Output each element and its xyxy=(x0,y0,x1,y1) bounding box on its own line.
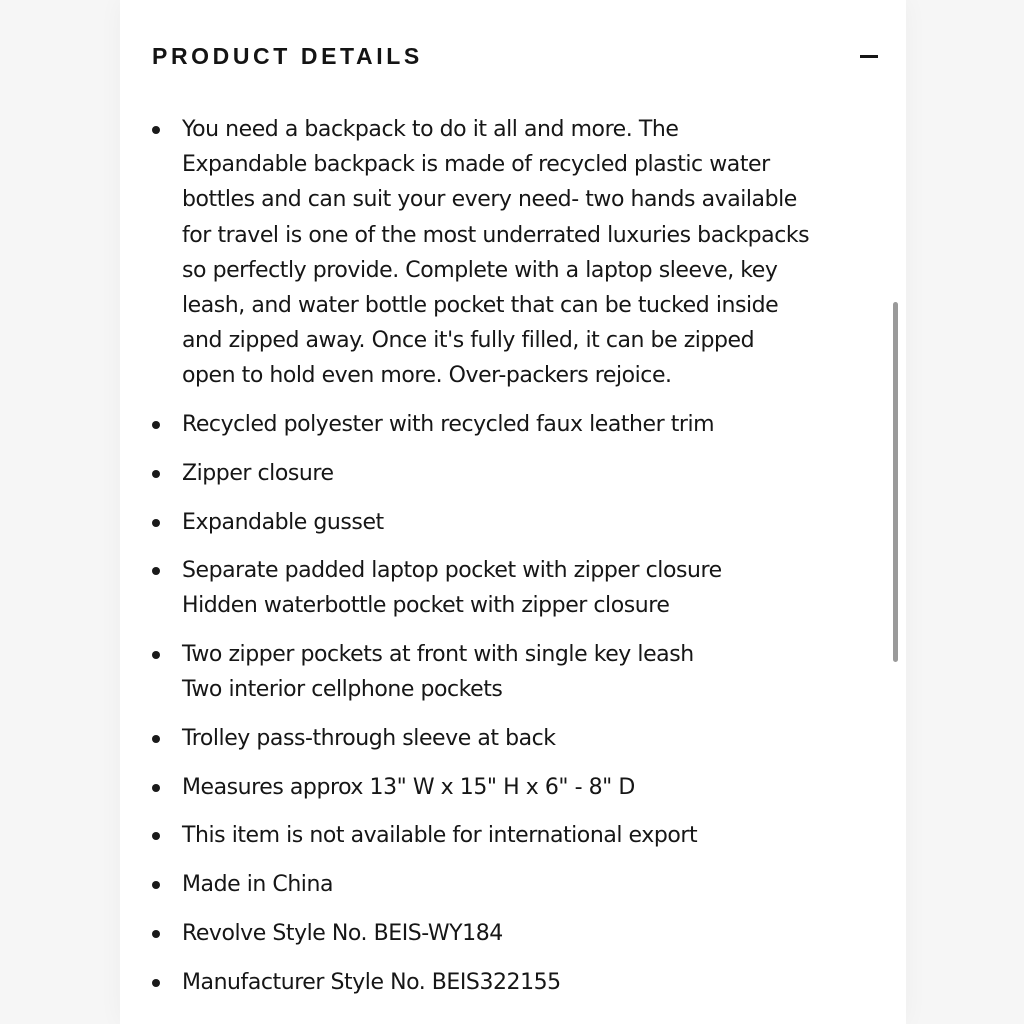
detail-item xyxy=(150,553,880,623)
detail-text-line: Separate padded laptop pocket with zipper closure xyxy=(182,558,722,584)
bullet-icon xyxy=(152,519,160,527)
detail-text-line: Manufacturer Style No. BEIS322155 xyxy=(182,969,561,995)
detail-text-line: so perfectly provide. Complete with a laptop sleeve, key xyxy=(182,257,778,283)
detail-item xyxy=(150,916,880,951)
detail-item xyxy=(150,721,880,756)
detail-text-line: You need a backpack to do it all and more. The xyxy=(182,117,679,142)
bullet-icon xyxy=(152,421,160,429)
detail-item xyxy=(150,112,880,394)
minus-icon[interactable] xyxy=(858,44,882,68)
detail-text-line: Made in China xyxy=(182,872,333,898)
minus-bar xyxy=(860,55,878,58)
detail-text-line: Hidden waterbottle pocket with zipper closure xyxy=(182,593,670,619)
detail-item xyxy=(150,965,880,1000)
bullet-icon xyxy=(152,979,160,987)
detail-text-line: Expandable gusset xyxy=(182,509,384,535)
detail-text-line: Two interior cellphone pockets xyxy=(182,677,503,703)
detail-item xyxy=(150,407,880,442)
bullet-icon xyxy=(152,881,160,889)
bullet-icon xyxy=(152,651,160,659)
bullet-icon xyxy=(152,126,160,134)
detail-item xyxy=(150,770,880,805)
detail-text-line: Recycled polyester with recycled faux leather trim xyxy=(182,412,715,438)
bullet-icon xyxy=(152,735,160,743)
detail-text-line: leash, and water bottle pocket that can be tucked inside xyxy=(182,293,779,319)
detail-text-line: This item is not available for international export xyxy=(182,823,698,849)
detail-item xyxy=(150,637,880,707)
detail-text-line: Trolley pass-through sleeve at back xyxy=(182,726,556,752)
detail-item xyxy=(150,456,880,491)
scrollbar-thumb[interactable] xyxy=(893,302,898,662)
detail-text-line: Two zipper pockets at front with single key leash xyxy=(182,642,694,668)
detail-text-line: Expandable backpack is made of recycled plastic water xyxy=(182,152,770,178)
detail-text-line: Zipper closure xyxy=(182,460,334,486)
bullet-icon xyxy=(152,470,160,478)
section-title: PRODUCT DETAILS xyxy=(152,42,423,69)
bullet-icon xyxy=(152,832,160,840)
section-header[interactable] xyxy=(152,38,882,74)
detail-text-line: Measures approx 13" W x 15" H x 6" - 8" D xyxy=(182,774,635,800)
detail-text-line: and zipped away. Once it's fully filled, it can be zipped xyxy=(182,328,755,354)
bullet-icon xyxy=(152,784,160,792)
detail-item xyxy=(150,505,880,540)
detail-text-line: open to hold even more. Over-packers rejoice. xyxy=(182,363,672,389)
bullet-icon xyxy=(152,930,160,938)
bullet-icon xyxy=(152,567,160,575)
details-list xyxy=(150,112,880,1013)
detail-text-line: bottles and can suit your every need- two hands available xyxy=(182,187,797,213)
detail-text-line: Revolve Style No. BEIS-WY184 xyxy=(182,920,503,946)
detail-item xyxy=(150,867,880,902)
detail-text-line: for travel is one of the most underrated luxuries backpacks xyxy=(182,222,810,248)
detail-item xyxy=(150,818,880,853)
